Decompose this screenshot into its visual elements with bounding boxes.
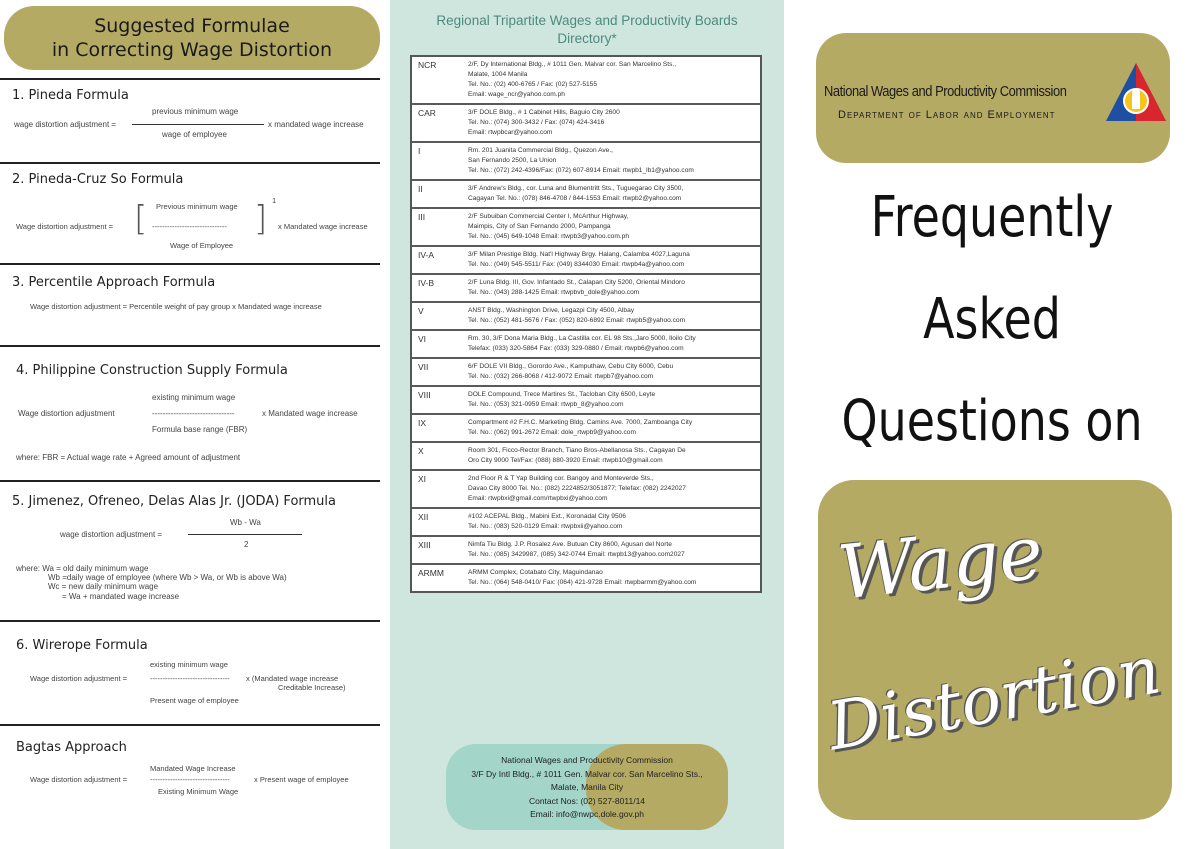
region-address <box>468 108 756 138</box>
formula-denominator: 2 <box>244 540 249 549</box>
contact-line: 3/F Dy Intl Bldg., # 1011 Gen. Malvar cor. San Marcelino Sts., <box>471 768 703 779</box>
region-address <box>468 390 756 410</box>
formula-dashes: ------------------------------- <box>152 409 235 418</box>
formula-numerator: Previous minimum wage <box>156 202 238 211</box>
philippine-construction-supply-formula-section <box>0 345 380 477</box>
address-line: 6/F DOLE VII Bldg., Gorordo Ave., Kamputhaw, Cebu City 6000, Cebu <box>468 363 674 370</box>
topic-banner <box>818 480 1172 820</box>
directory-table <box>410 55 762 593</box>
region-address <box>468 540 756 560</box>
region-address <box>468 250 756 270</box>
formula-numerator: Mandated Wage Increase <box>150 764 236 773</box>
address-line: Email: rtwpbxi@gmail.com/rtwpbxi@yahoo.com <box>468 495 608 502</box>
formula-rhs-continued: Creditable Increase) <box>278 683 346 692</box>
section-heading: 1. Pineda Formula <box>12 88 129 103</box>
directory-title-line1: Regional Tripartite Wages and Productivity Boards <box>436 13 738 28</box>
directory-row <box>412 105 760 143</box>
address-line: 2/F Luna Bldg. III, Gov. Infantado St., Calapan City 5200, Oriental Mindoro <box>468 279 685 286</box>
region-address <box>468 474 756 504</box>
formula-denominator: Wage of Employee <box>170 241 234 250</box>
topic-word-distortion: Distortion <box>821 631 1166 766</box>
address-line: Cagayan Tel. No.: (078) 846-4708 / 844-1553 Email: rtwpb2@yahoo.com <box>468 195 682 202</box>
region-address <box>468 146 756 176</box>
region-code: IV-B <box>418 278 435 288</box>
region-address <box>468 568 756 588</box>
region-code: ARMM <box>418 568 444 578</box>
address-line: Rm. 30, 3/F Dona Maria Bldg., La Castilla cor. EL 98 Sts.,Jaro 5000, Iloilo City <box>468 335 696 342</box>
address-line: Malate, 1004 Manila <box>468 71 528 78</box>
directory-title-line2: Directory* <box>557 31 617 46</box>
address-line: 3/F Milan Prestige Bldg. Nat'l Highway Brgy. Halang, Calamba 4027,Laguna <box>468 251 690 258</box>
region-address <box>468 212 756 242</box>
formula-lhs: Wage distortion adjustment <box>18 409 115 418</box>
joda-formula-section <box>0 480 380 610</box>
formulae-title-line1: Suggested Formulae <box>94 15 290 37</box>
section-heading: 5. Jimenez, Ofreneo, Delas Alas Jr. (JODA) Formula <box>12 494 336 509</box>
directory-row <box>412 415 760 443</box>
directory-row <box>412 247 760 275</box>
formula-denominator: Existing Minimum Wage <box>158 787 239 796</box>
address-line: Email: rtwpbcar@yahoo.com <box>468 129 553 136</box>
contact-line: Contact Nos: (02) 527-8011/14 <box>528 795 646 806</box>
region-code: VII <box>418 362 429 372</box>
address-line: Maimpis, City of San Fernando 2000, Pampanga <box>468 223 611 230</box>
address-line: 2nd Floor R & T Yap Building cor. Bangoy and Monteverde Sts., <box>468 475 654 482</box>
region-code: XIII <box>418 540 431 550</box>
region-code: I <box>418 146 421 156</box>
formula-lhs: Wage distortion adjustment = <box>30 674 128 683</box>
formula-lhs: wage distortion adjustment = <box>60 530 163 539</box>
region-address <box>468 418 756 438</box>
formula-denominator: Formula base range (FBR) <box>152 425 248 434</box>
where-line: Wb =daily wage of employee (where Wb > Wa, or Wb is above Wa) <box>48 573 287 582</box>
formula-dashes: ------------------------------ <box>152 222 227 231</box>
region-code: III <box>418 212 426 222</box>
address-line: Room 301, Ficco-Rector Branch, Tiano Bros-Abellanosa Sts., Cagayan De <box>468 447 686 454</box>
directory-row <box>412 181 760 209</box>
address-line: Tel. No.: (064) 548-0410/ Fax: (064) 421-9728 Email: rtwpbarmm@yahoo.com <box>468 579 697 586</box>
directory-row <box>412 209 760 247</box>
cover-panel <box>784 0 1200 849</box>
faq-title-line2: Asked <box>923 287 1061 352</box>
region-address <box>468 184 756 204</box>
address-line: Tel. No.: (072) 242-4396/Fax: (072) 607-8914 Email: rtwpb1_lb1@yahoo.com <box>468 167 694 174</box>
formula-where: where: FBR = Actual wage rate + Agreed amount of adjustment <box>16 453 241 462</box>
fraction-bar <box>132 124 264 125</box>
formula-rhs: x Mandated wage increase <box>262 409 358 418</box>
formula-denominator: Present wage of employee <box>150 696 239 705</box>
region-code: XI <box>418 474 427 484</box>
formula-rhs: x (Mandated wage increase <box>246 674 339 683</box>
section-heading: Bagtas Approach <box>16 740 127 755</box>
address-line: Rm. 201 Juanita Commercial Bldg., Quezon Ave., <box>468 147 614 154</box>
pineda-formula-section <box>0 78 380 158</box>
region-code: VIII <box>418 390 431 400</box>
address-line: Tel. No.: (045) 649-1048 Email: rtwpb3@yahoo.com.ph <box>468 233 629 240</box>
where-line: = Wa + mandated wage increase <box>62 592 180 601</box>
where-line: Wc = new daily minimum wage <box>48 582 159 591</box>
formula-numerator: Wb - Wa <box>230 518 261 527</box>
address-line: Tel. No.: (062) 991-2672 Email: dole_rtwpb9@yahoo.com <box>468 429 636 436</box>
section-heading: 6. Wirerope Formula <box>16 638 148 653</box>
address-line: Tel. No.: (02) 400-6765 / Fax: (02) 527-5155 <box>468 81 598 88</box>
contact-line: Email: info@nwpc.dole.gov.ph <box>530 809 644 819</box>
formula-numerator: previous minimum wage <box>152 107 239 116</box>
region-code: X <box>418 446 424 456</box>
contact-line: National Wages and Productivity Commission <box>501 755 673 765</box>
directory-row <box>412 57 760 105</box>
dole-triangle-logo-icon <box>1104 61 1168 125</box>
address-line: Tel. No.: (074) 300-3432 / Fax: (074) 424-3416 <box>468 119 605 126</box>
region-address <box>468 278 756 298</box>
left-bracket: [ <box>134 199 148 239</box>
address-line: Tel. No.: (083) 520-0129 Email: rtwpbxii@yahoo.com <box>468 523 623 530</box>
directory-row <box>412 359 760 387</box>
fraction-bar <box>188 534 302 535</box>
formula-body: Wage distortion adjustment = Percentile weight of pay group x Mandated wage increase <box>30 302 322 311</box>
address-line: DOLE Compound, Trece Martires St., Tacloban City 6500, Leyte <box>468 391 656 398</box>
formula-numerator: existing minimum wage <box>150 660 228 669</box>
formula-lhs: Wage distortion adjustment = <box>30 775 128 784</box>
region-address <box>468 306 756 326</box>
contact-text <box>446 754 728 822</box>
address-line: ANST Bldg., Washington Drive, Legazpi City 4500, Albay <box>468 307 635 314</box>
address-line: Davao City 8000 Tel. No.: (082) 2224852/3051877; Telefax: (082) 2242027 <box>468 485 686 492</box>
agency-banner <box>816 33 1170 163</box>
directory-row <box>412 509 760 537</box>
formula-lhs: Wage distortion adjustment = <box>16 222 114 231</box>
address-line: Compartment #2 F.H.C. Marketing Bldg. Camins Ave. 7000, Zamboanga City <box>468 419 693 426</box>
topic-word-wage: Wage <box>834 509 1047 617</box>
directory-row <box>412 275 760 303</box>
directory-row <box>412 443 760 471</box>
region-address <box>468 446 756 466</box>
formula-dashes: -------------------------------- <box>150 775 230 784</box>
region-code: IX <box>418 418 427 428</box>
contact-box <box>446 744 728 830</box>
address-line: ARMM Complex, Cotabato City, Maguindanao <box>468 569 603 576</box>
address-line: Tel. No.: (052) 481-5676 / Fax: (052) 820-6892 Email: rtwpb5@yahoo.com <box>468 317 686 324</box>
section-heading: 2. Pineda-Cruz So Formula <box>12 172 184 187</box>
region-code: NCR <box>418 60 437 70</box>
directory-panel <box>390 0 784 849</box>
formula-rhs: x Mandated wage increase <box>278 222 368 231</box>
right-bracket: ] <box>254 199 268 239</box>
pineda-cruz-so-formula-section <box>0 162 380 258</box>
directory-row <box>412 565 760 591</box>
percentile-formula-section <box>0 263 380 343</box>
bagtas-formula-section <box>0 724 380 824</box>
address-line: Tel. No.: (049) 545-5511/ Fax: (049) 8344030 Email: rtwpb4a@yahoo.com <box>468 261 685 268</box>
address-line: 3/F Andrew's Bldg., cor. Luna and Blumentritt Sts., Tuguegarao City 3500, <box>468 185 684 192</box>
region-code: XII <box>418 512 429 522</box>
faq-title-line3: Questions on <box>841 389 1143 454</box>
directory-row <box>412 331 760 359</box>
directory-row <box>412 471 760 509</box>
region-code: IV-A <box>418 250 435 260</box>
formula-exponent: 1 <box>272 196 277 205</box>
department-name: Department of Labor and Employment <box>838 109 1056 121</box>
region-address <box>468 362 756 382</box>
formulae-title <box>4 6 380 70</box>
region-code: VI <box>418 334 427 344</box>
agency-name: National Wages and Productivity Commission <box>824 83 1067 100</box>
section-heading: 4. Philippine Construction Supply Formula <box>16 363 288 378</box>
formula-dashes: -------------------------------- <box>150 674 230 683</box>
region-address <box>468 334 756 354</box>
formula-lhs: wage distortion adjustment = <box>14 120 117 129</box>
where-line: where: Wa = old daily minimum wage <box>16 564 149 573</box>
formula-rhs: x mandated wage increase <box>268 120 364 129</box>
region-code: V <box>418 306 424 316</box>
directory-row <box>412 143 760 181</box>
formula-rhs: x Present wage of employee <box>254 775 349 784</box>
address-line: Tel. No.: (032) 266-8068 / 412-9072 Email: rtwpb7@yahoo.com <box>468 373 654 380</box>
address-line: 2/F, Dy International Bldg., # 1011 Gen. Malvar cor. San Marcelino Sts., <box>468 61 677 68</box>
address-line: 3/F DOLE Bldg., # 1 Cabinet Hills, Baguio City 2600 <box>468 109 620 116</box>
directory-row <box>412 537 760 565</box>
address-line: 2/F Subuiban Commercial Center I, McArthur Highway, <box>468 213 629 220</box>
address-line: #102 ACEPAL Bldg., Mabini Ext., Koronadal City 9506 <box>468 513 626 520</box>
directory-title <box>390 12 784 48</box>
address-line: Oro City 9000 Tel/Fax: (088) 880-3920 Email: rtwpb10@gmail.com <box>468 457 663 464</box>
contact-line: Malate, Manila City <box>550 782 624 792</box>
address-line: Email: wage_ncr@yahoo.com.ph <box>468 91 565 98</box>
section-heading: 3. Percentile Approach Formula <box>12 275 216 290</box>
address-line: Tel. No.: (085) 3429987, (085) 342-0744 Email: rtwpb13@yahoo.com2027 <box>468 551 685 558</box>
address-line: Telefax: (033) 320-5864 Fax: (033) 329-0880 / Email: rtwpb6@yahoo.com <box>468 345 684 352</box>
formulae-panel <box>0 0 390 849</box>
formula-numerator: existing minimum wage <box>152 393 236 402</box>
formula-denominator: wage of employee <box>162 130 227 139</box>
address-line: Tel. No.: (043) 288-1425 Email: rtwpbvb_dole@yahoo.com <box>468 289 640 296</box>
region-address <box>468 60 756 100</box>
region-address <box>468 512 756 532</box>
region-code: II <box>418 184 423 194</box>
address-line: Tel. No.: (053) 321-0959 Email: rtwpb_8@yahoo.com <box>468 401 624 408</box>
faq-title-line1: Frequently <box>870 185 1114 250</box>
wirerope-formula-section <box>0 620 380 716</box>
directory-row <box>412 387 760 415</box>
formulae-title-line2: in Correcting Wage Distortion <box>51 39 333 61</box>
address-line: Nimfa Tiu Bldg. J.P. Rosalez Ave. Butuan City 8600, Agusan del Norte <box>468 541 672 548</box>
directory-row <box>412 303 760 331</box>
address-line: San Fernando 2500, La Union <box>468 157 557 164</box>
region-code: CAR <box>418 108 436 118</box>
